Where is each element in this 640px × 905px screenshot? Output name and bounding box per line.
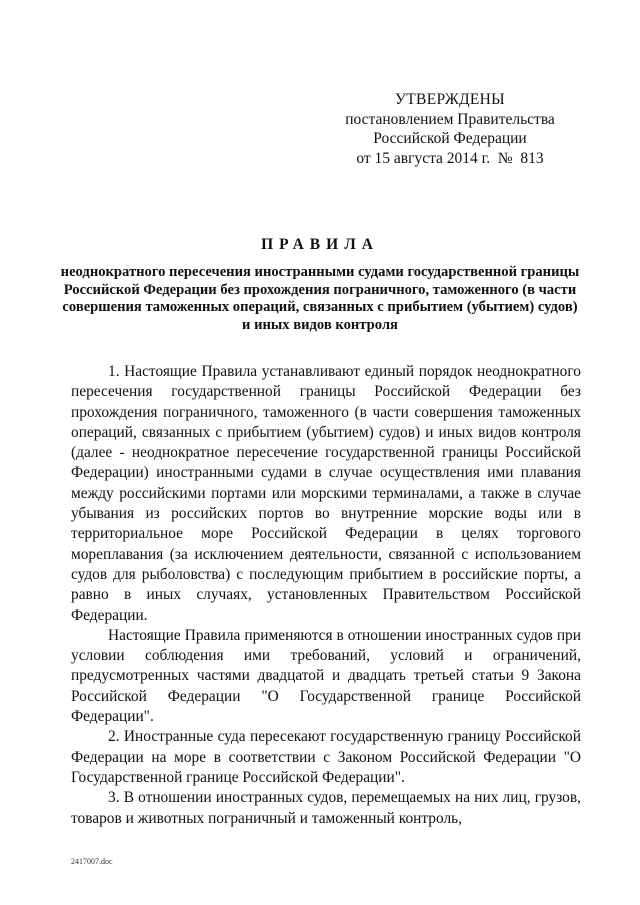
document-title: ПРАВИЛА [261, 236, 379, 253]
document-subtitle: неоднократного пересечения иностранными судами государственной границы Российской Федерации без прохождения пограничного, таможенного (в части совершения таможенных операций, связанных с прибытием (убытием) судов) и иных видов контроля [60, 264, 580, 333]
paragraph-4: 3. В отношении иностранных судов, перемещаемых на них лиц, грузов, товаров и животных пограничный и таможенный контроль, [71, 789, 581, 827]
paragraph-1: 1. Настоящие Правила устанавливают единый порядок неоднократного пересечения государственной границы Российской Федерации без прохождения пограничного, таможенного (в части совершения таможенных операций, связанных с прибытием (убытием) судов) и иных видов контроля (далее - неоднократное пересечение государственной границы Российской Федерации) иностранными судами в случае осуществления ими плавания между российскими портами или морскими терминалами, а также в случае убывания из российских портов во внутренние морские воды или в территориальное море Российской Федерации в целях торгового мореплавания (за исключением деятельности, связанной с использованием судов для рыболовства) с последующим прибытием в российские порты, а равно в иных случаях, установленных Правительством Российской Федерации. [71, 363, 581, 624]
paragraph-3: 2. Иностранные суда пересекают государственную границу Российской Федерации на море в соответствии с Законом Российской Федерации "О Государственной границе Российской Федерации". [71, 728, 581, 786]
approval-date-number: от 15 августа 2014 г. № 813 [356, 149, 544, 167]
file-reference: 2417007.doc [71, 857, 113, 866]
approval-line: постановлением Правительства [345, 110, 555, 128]
approval-line: Российской Федерации [373, 130, 527, 147]
approval-block [330, 90, 570, 168]
paragraph-2: Настоящие Правила применяются в отношении иностранных судов при условии соблюдения ими требований, условий и ограничений, предусмотренных частями двадцатой и двадцать третьей статьи 9 Закона Российской Федерации "О Государственной границе Российской Федерации". [71, 626, 581, 726]
document-body [71, 362, 581, 829]
approval-heading: УТВЕРЖДЕНЫ [395, 91, 505, 108]
